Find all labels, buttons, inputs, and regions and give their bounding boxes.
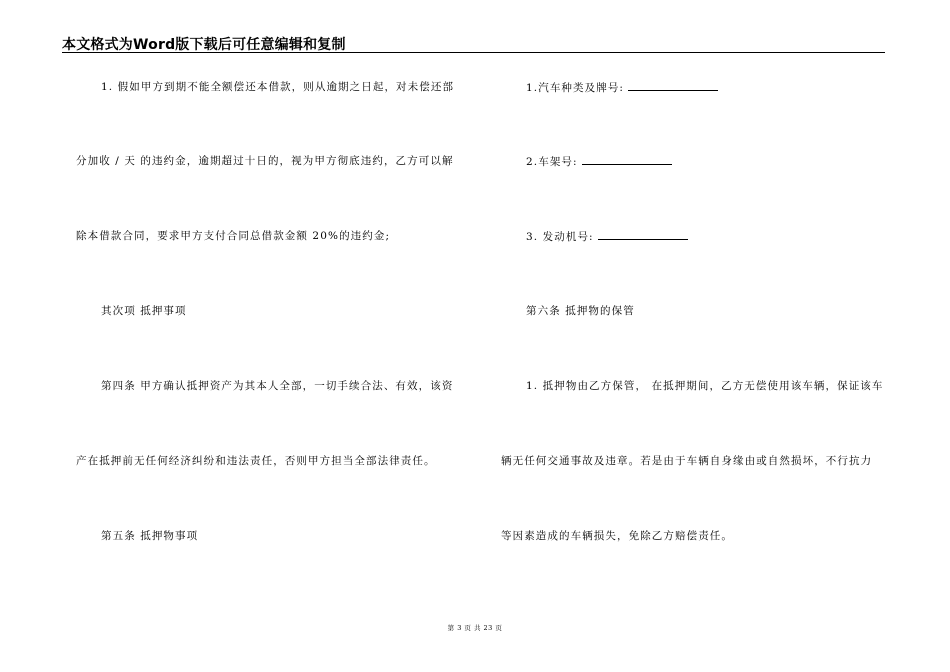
frame-number-label: 2.车架号: xyxy=(526,156,578,168)
left-line-6: 产在抵押前无任何经济纠纷和违法责任，否则甲方担当全部法律责任。 xyxy=(76,455,436,467)
frame-number-blank xyxy=(582,154,672,165)
vehicle-type-blank xyxy=(628,80,718,91)
left-line-3: 除本借款合同，要求甲方支付合同总借款金额 20%的违约金; xyxy=(76,230,391,242)
header-divider xyxy=(62,52,885,53)
vehicle-type-label: 1.汽车种类及牌号: xyxy=(526,82,625,94)
left-line-1: 1. 假如甲方到期不能全额偿还本借款，则从逾期之日起，对未偿还部 xyxy=(101,81,455,93)
right-line-2 xyxy=(526,154,672,169)
right-line-1 xyxy=(526,80,718,95)
left-line-5: 第四条 甲方确认抵押资产为其本人全部，一切手续合法、有效，该资 xyxy=(101,380,454,392)
document-header-title: 本文格式为Word版下载后可任意编辑和复制 xyxy=(62,37,346,53)
left-line-7: 第五条 抵押物事项 xyxy=(101,530,199,542)
right-line-5: 1. 抵押物由乙方保管， 在抵押期间，乙方无偿使用该车辆，保证该车 xyxy=(526,380,884,392)
engine-number-label: 3. 发动机号: xyxy=(526,231,594,243)
right-line-3 xyxy=(526,229,688,244)
left-line-4: 其次项 抵押事项 xyxy=(101,305,187,317)
right-line-7: 等因素造成的车辆损失，免除乙方赔偿责任。 xyxy=(501,530,733,542)
right-line-4: 第六条 抵押物的保管 xyxy=(526,305,635,317)
right-line-6: 辆无任何交通事故及违章。若是由于车辆自身缘由或自然损坏，不行抗力 xyxy=(501,455,873,467)
page-number: 第 3 页 共 23 页 xyxy=(447,624,503,632)
left-line-2: 分加收 / 天 的违约金，逾期超过十日的，视为甲方彻底违约，乙方可以解 xyxy=(76,155,454,167)
engine-number-blank xyxy=(598,229,688,240)
